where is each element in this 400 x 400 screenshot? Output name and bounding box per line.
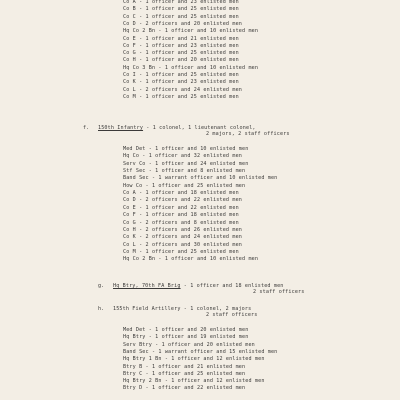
section-f-header-rest: - 1 colonel, 1 lieutenant colonel, [143,125,256,131]
section-h-line: Serv Btry - 1 officer and 20 enlisted men [123,341,255,348]
section-h-line: Hq Btry 1 Bn - 1 officer and 12 enlisted men [123,356,265,363]
section-f-line: Stf Sec - 1 officer and 8 enlisted men [123,168,246,175]
company-line: Co A - 1 officer and 23 enlisted men [123,0,239,5]
section-g-unit: Hq Btry, 70th FA Brig [113,283,181,289]
section-marker-f: f. [83,125,90,131]
section-f-line: Co F - 1 officer and 18 enlisted men [123,212,239,219]
section-h-unit: 155th Field Artillery [113,306,181,312]
company-line: Hq Co 2 Bn - 1 officer and 10 enlisted men [123,28,259,35]
company-line: Co G - 1 officer and 25 enlisted men [123,50,239,57]
section-f-line: Hq Co - 1 officer and 32 enlisted men [123,153,243,160]
section-g-header-rest: - 1 officer and 18 enlisted men [180,283,284,289]
section-f-header-line2: 2 majors, 2 staff officers [206,131,290,137]
section-g-header-line2: 2 staff officers [253,289,305,295]
section-f-line: Co D - 2 officers and 22 enlisted men [123,197,243,204]
section-h-header-line2: 2 staff officers [206,312,258,318]
company-line: Co C - 1 officer and 25 enlisted men [123,13,239,20]
company-line: Co L - 2 officers and 24 enlisted men [123,86,243,93]
section-h-line: Med Det - 1 officer and 20 enlisted men [123,327,249,333]
company-line: Co M - 1 officer and 25 enlisted men [123,93,239,100]
section-f-line: Med Det - 1 officer and 10 enlisted men [123,146,249,152]
section-f-line: Co A - 1 officer and 18 enlisted men [123,190,239,197]
section-f-line: Co M - 1 officer and 25 enlisted men [123,248,239,255]
section-f-line: Co L - 2 officers and 30 enlisted men [123,241,243,248]
section-h-line: Hq Btry 2 Bn - 1 officer and 12 enlisted men [123,378,265,385]
company-line: Co E - 1 officer and 21 enlisted men [123,35,239,42]
company-line: Co K - 1 officer and 23 enlisted men [123,79,239,86]
company-line: Co D - 2 officers and 20 enlisted men [123,20,243,27]
section-marker-h: h. [98,306,105,312]
section-f-unit: 150th Infantry [98,125,144,131]
section-f-line: Co K - 2 officers and 24 enlisted men [123,234,243,241]
section-f-line: Band Sec - 1 warrant officer and 10 enlisted men [123,175,278,182]
section-f-line: How Co - 1 officer and 25 enlisted men [123,182,246,189]
section-h-line: Btry D - 1 officer and 22 enlisted men [123,385,246,392]
section-f-line: Co H - 2 officers and 26 enlisted men [123,226,243,233]
company-line: Co H - 1 officer and 20 enlisted men [123,57,239,64]
company-line: Co I - 1 officer and 25 enlisted men [123,72,239,78]
section-f-line: Serv Co - 1 officer and 24 enlisted men [123,160,249,167]
section-h-line: Btry C - 1 officer and 25 enlisted men [123,370,246,377]
section-marker-g: g. [98,283,105,289]
section-h-line: Btry B - 1 officer and 21 enlisted men [123,363,246,370]
section-h-line: Band Sec - 1 warrant officer and 15 enlisted men [123,348,278,355]
section-h-header-rest: - 1 colonel, 2 majors [180,306,252,312]
company-line: Hq Co 3 Bn - 1 officer and 10 enlisted men [123,64,259,71]
section-f-line: Co E - 1 officer and 22 enlisted men [123,204,239,211]
company-line: Co F - 1 officer and 23 enlisted men [123,42,239,49]
section-f-line: Hq Co 2 Bn - 1 officer and 10 enlisted men [123,256,259,263]
section-h-line: Hq Btry - 1 officer and 19 enlisted men [123,334,249,341]
section-f-line: Co G - 2 officers and 8 enlisted men [123,219,239,226]
company-line: Co B - 1 officer and 25 enlisted men [123,6,239,13]
